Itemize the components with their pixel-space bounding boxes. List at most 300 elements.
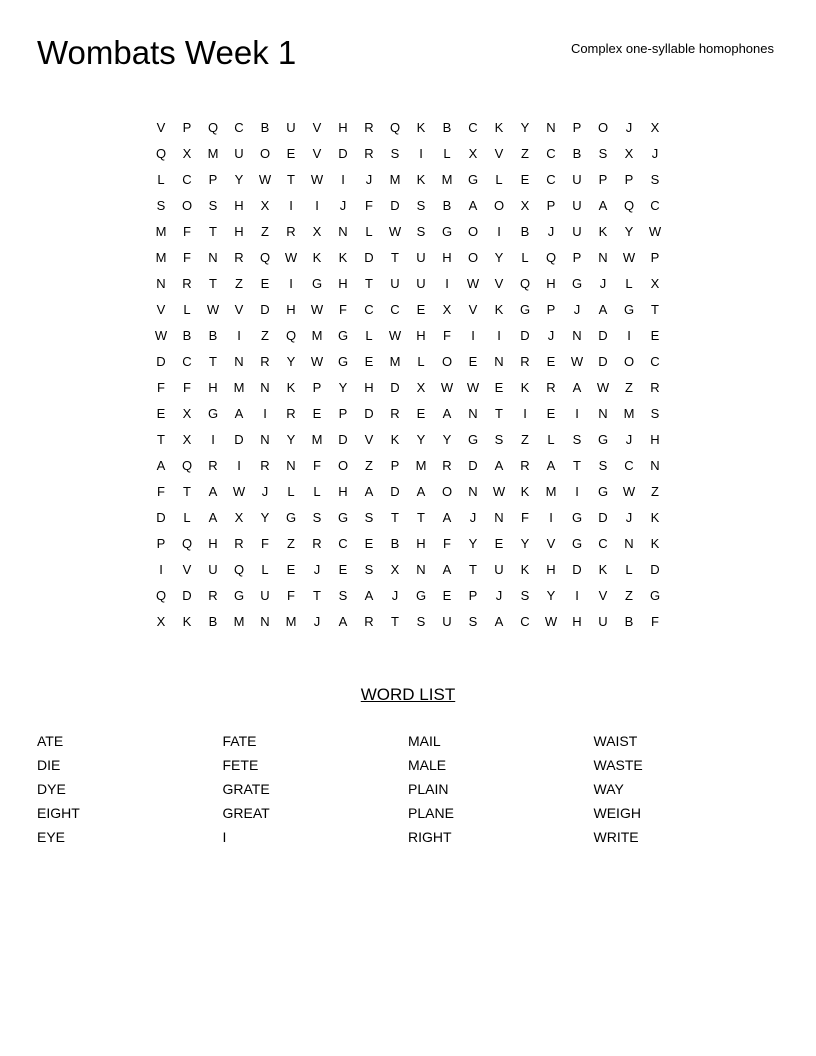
word-list-item: PLAIN xyxy=(408,781,449,797)
grid-letter: C xyxy=(598,536,608,551)
grid-letter: Q xyxy=(233,562,245,577)
grid-letter: Z xyxy=(261,224,269,239)
grid-letter: W xyxy=(310,302,324,317)
grid-letter: V xyxy=(312,120,322,135)
grid-letter: Z xyxy=(651,484,659,499)
grid-letter: A xyxy=(156,458,166,473)
grid-letter: C xyxy=(390,302,400,317)
grid-letter: M xyxy=(545,484,557,499)
grid-letter: T xyxy=(391,250,399,265)
grid-letter: M xyxy=(441,172,453,187)
grid-letter: H xyxy=(416,328,426,343)
grid-letter: B xyxy=(260,120,270,135)
grid-letter: V xyxy=(364,432,374,447)
word-list-item: WRITE xyxy=(593,829,639,845)
grid-letter: Q xyxy=(285,328,297,343)
grid-letter: Q xyxy=(181,536,193,551)
grid-letter: C xyxy=(650,198,660,213)
grid-letter: E xyxy=(286,146,296,161)
grid-letter: F xyxy=(365,198,373,213)
grid-letter: Y xyxy=(520,120,530,135)
grid-letter: T xyxy=(417,510,425,525)
grid-letter: S xyxy=(650,406,660,421)
grid-letter: Q xyxy=(519,276,531,291)
grid-letter: R xyxy=(364,614,374,629)
grid-letter: U xyxy=(442,614,452,629)
grid-letter: X xyxy=(416,380,426,395)
grid-letter: N xyxy=(598,250,608,265)
grid-letter: P xyxy=(338,406,348,421)
grid-letter: F xyxy=(339,302,347,317)
grid-letter: W xyxy=(388,328,402,343)
grid-letter: Q xyxy=(207,120,219,135)
grid-letter: Z xyxy=(365,458,373,473)
grid-letter: M xyxy=(415,458,427,473)
grid-letter: W xyxy=(570,354,584,369)
grid-letter: A xyxy=(208,484,218,499)
grid-letter: G xyxy=(519,302,531,317)
grid-letter: K xyxy=(598,224,608,239)
grid-letter: J xyxy=(573,302,581,317)
grid-letter: Q xyxy=(259,250,271,265)
grid-letter: P xyxy=(650,250,660,265)
grid-letter: H xyxy=(572,614,582,629)
grid-letter: X xyxy=(520,198,530,213)
grid-letter: T xyxy=(183,484,191,499)
grid-letter: A xyxy=(546,458,556,473)
grid-letter: K xyxy=(650,536,660,551)
word-list-item: I xyxy=(222,829,227,845)
grid-letter: J xyxy=(625,120,633,135)
grid-letter: C xyxy=(650,354,660,369)
grid-letter: W xyxy=(310,354,324,369)
grid-letter: E xyxy=(338,562,348,577)
grid-letter: X xyxy=(390,562,400,577)
grid-letter: M xyxy=(155,250,167,265)
grid-letter: S xyxy=(572,432,582,447)
grid-letter: M xyxy=(233,380,245,395)
grid-letter: K xyxy=(390,432,400,447)
grid-letter: E xyxy=(468,354,478,369)
grid-letter: R xyxy=(208,588,218,603)
grid-letter: M xyxy=(207,146,219,161)
grid-letter: E xyxy=(260,276,270,291)
grid-letter: U xyxy=(286,120,296,135)
grid-letter: M xyxy=(389,172,401,187)
grid-letter: R xyxy=(234,536,244,551)
grid-letter: P xyxy=(390,458,400,473)
grid-letter: A xyxy=(572,380,582,395)
grid-letter: N xyxy=(260,380,270,395)
grid-letter: G xyxy=(571,510,583,525)
grid-letter: H xyxy=(546,562,556,577)
grid-letter: V xyxy=(156,302,166,317)
grid-letter: O xyxy=(467,250,479,265)
grid-letter: V xyxy=(468,302,478,317)
grid-letter: G xyxy=(285,510,297,525)
grid-letter: G xyxy=(467,432,479,447)
grid-letter: R xyxy=(260,458,270,473)
grid-letter: J xyxy=(495,588,503,603)
grid-letter: J xyxy=(313,562,321,577)
grid-letter: L xyxy=(443,146,451,161)
grid-letter: A xyxy=(364,484,374,499)
grid-letter: B xyxy=(208,328,218,343)
grid-letter: K xyxy=(520,562,530,577)
grid-letter: M xyxy=(623,406,635,421)
grid-letter: G xyxy=(311,276,323,291)
grid-letter: K xyxy=(312,250,322,265)
grid-letter: T xyxy=(209,276,217,291)
grid-letter: D xyxy=(390,198,400,213)
grid-letter: R xyxy=(520,354,530,369)
grid-letter: I xyxy=(315,198,319,213)
grid-letter: B xyxy=(208,614,218,629)
grid-letter: D xyxy=(364,406,374,421)
grid-letter: D xyxy=(156,354,166,369)
grid-letter: G xyxy=(337,510,349,525)
grid-letter: S xyxy=(650,172,660,187)
grid-letter: N xyxy=(624,536,634,551)
grid-letter: N xyxy=(650,458,660,473)
grid-letter: Z xyxy=(625,588,633,603)
grid-letter: P xyxy=(182,120,192,135)
grid-letter: H xyxy=(208,536,218,551)
grid-letter: I xyxy=(471,328,475,343)
grid-letter: D xyxy=(468,458,478,473)
grid-letter: Y xyxy=(494,250,504,265)
grid-letter: D xyxy=(390,484,400,499)
grid-letter: F xyxy=(443,328,451,343)
grid-letter: F xyxy=(313,458,321,473)
grid-letter: L xyxy=(365,328,373,343)
grid-letter: E xyxy=(364,354,374,369)
grid-letter: K xyxy=(286,380,296,395)
grid-letter: B xyxy=(572,146,582,161)
grid-letter: M xyxy=(389,354,401,369)
grid-letter: S xyxy=(312,510,322,525)
grid-letter: A xyxy=(338,614,348,629)
grid-letter: E xyxy=(416,406,426,421)
word-list-heading: WORD LIST xyxy=(360,685,456,704)
grid-letter: O xyxy=(441,354,453,369)
grid-letter: T xyxy=(157,432,165,447)
grid-letter: C xyxy=(182,172,192,187)
grid-letter: Y xyxy=(286,354,296,369)
grid-letter: Q xyxy=(181,458,193,473)
grid-letter: S xyxy=(416,614,426,629)
grid-letter: X xyxy=(156,614,166,629)
grid-letter: W xyxy=(388,224,402,239)
grid-letter: X xyxy=(182,406,192,421)
grid-letter: I xyxy=(419,146,423,161)
grid-letter: O xyxy=(259,146,271,161)
grid-letter: R xyxy=(442,458,452,473)
grid-letter: E xyxy=(364,536,374,551)
grid-letter: X xyxy=(182,146,192,161)
grid-letter: Y xyxy=(416,432,426,447)
grid-letter: T xyxy=(651,302,659,317)
grid-letter: S xyxy=(364,510,374,525)
grid-letter: Y xyxy=(624,224,634,239)
grid-letter: N xyxy=(494,354,504,369)
grid-letter: G xyxy=(571,276,583,291)
grid-letter: A xyxy=(468,198,478,213)
grid-letter: F xyxy=(157,380,165,395)
grid-letter: Y xyxy=(442,432,452,447)
grid-letter: K xyxy=(650,510,660,525)
grid-letter: S xyxy=(364,562,374,577)
grid-letter: K xyxy=(520,380,530,395)
grid-letter: I xyxy=(575,484,579,499)
grid-letter: L xyxy=(365,224,373,239)
grid-letter: Z xyxy=(261,328,269,343)
grid-letter: H xyxy=(546,276,556,291)
word-list-item: ATE xyxy=(37,733,64,749)
grid-letter: I xyxy=(159,562,163,577)
grid-letter: S xyxy=(208,198,218,213)
grid-letter: W xyxy=(466,276,480,291)
grid-letter: J xyxy=(365,172,373,187)
grid-letter: P xyxy=(624,172,634,187)
page-subtitle: Complex one-syllable homophones xyxy=(570,41,774,56)
grid-letter: P xyxy=(572,120,582,135)
grid-letter: R xyxy=(182,276,192,291)
word-list-item: RIGHT xyxy=(408,829,452,845)
grid-letter: W xyxy=(622,484,636,499)
grid-letter: J xyxy=(547,328,555,343)
grid-letter: G xyxy=(467,172,479,187)
grid-letter: R xyxy=(286,406,296,421)
grid-letter: D xyxy=(598,354,608,369)
grid-letter: D xyxy=(260,302,270,317)
grid-letter: T xyxy=(391,614,399,629)
grid-letter: Q xyxy=(389,120,401,135)
grid-letter: Z xyxy=(625,380,633,395)
grid-letter: A xyxy=(442,406,452,421)
grid-letter: B xyxy=(624,614,634,629)
grid-letter: Y xyxy=(468,536,478,551)
grid-letter: I xyxy=(627,328,631,343)
grid-letter: G xyxy=(597,484,609,499)
grid-letter: X xyxy=(624,146,634,161)
grid-letter: L xyxy=(261,562,269,577)
grid-letter: H xyxy=(338,484,348,499)
grid-letter: W xyxy=(258,172,272,187)
word-list-item: MALE xyxy=(408,757,447,773)
grid-letter: E xyxy=(520,172,530,187)
grid-letter: I xyxy=(575,588,579,603)
grid-letter: J xyxy=(625,432,633,447)
grid-letter: U xyxy=(234,146,244,161)
grid-letter: Q xyxy=(545,250,557,265)
grid-letter: A xyxy=(494,614,504,629)
word-list-item: PLANE xyxy=(408,805,454,821)
grid-letter: Y xyxy=(286,432,296,447)
grid-letter: V xyxy=(312,146,322,161)
grid-letter: K xyxy=(520,484,530,499)
grid-letter: W xyxy=(648,224,662,239)
grid-letter: R xyxy=(364,120,374,135)
grid-letter: C xyxy=(624,458,634,473)
grid-letter: F xyxy=(183,250,191,265)
grid-letter: J xyxy=(651,146,659,161)
grid-letter: P xyxy=(156,536,166,551)
grid-letter: C xyxy=(234,120,244,135)
grid-letter: T xyxy=(495,406,503,421)
grid-letter: N xyxy=(338,224,348,239)
grid-letter: C xyxy=(468,120,478,135)
grid-letter: P xyxy=(546,198,556,213)
word-list-item: WAIST xyxy=(593,733,638,749)
grid-letter: Y xyxy=(520,536,530,551)
grid-letter: P xyxy=(598,172,608,187)
grid-letter: U xyxy=(494,562,504,577)
grid-letter: H xyxy=(364,380,374,395)
grid-letter: S xyxy=(598,146,608,161)
grid-letter: R xyxy=(520,458,530,473)
grid-letter: Z xyxy=(521,146,529,161)
grid-letter: R xyxy=(650,380,660,395)
grid-letter: W xyxy=(154,328,168,343)
grid-letter: H xyxy=(442,250,452,265)
grid-letter: R xyxy=(312,536,322,551)
grid-letter: L xyxy=(183,510,191,525)
word-search-grid xyxy=(148,115,668,635)
grid-letter: E xyxy=(546,406,556,421)
grid-letter: C xyxy=(182,354,192,369)
grid-letter: V xyxy=(156,120,166,135)
grid-letter: I xyxy=(263,406,267,421)
grid-letter: M xyxy=(285,614,297,629)
grid-letter: R xyxy=(286,224,296,239)
grid-letter: S xyxy=(416,224,426,239)
grid-letter: P xyxy=(208,172,218,187)
grid-letter: U xyxy=(572,224,582,239)
grid-letter: C xyxy=(546,146,556,161)
grid-letter: M xyxy=(311,432,323,447)
grid-letter: F xyxy=(261,536,269,551)
grid-letter: J xyxy=(391,588,399,603)
grid-letter: L xyxy=(313,484,321,499)
word-list-item: EYE xyxy=(37,829,66,845)
word-list-item: FETE xyxy=(222,757,259,773)
grid-letter: K xyxy=(416,172,426,187)
grid-letter: X xyxy=(442,302,452,317)
grid-letter: U xyxy=(572,172,582,187)
grid-letter: M xyxy=(155,224,167,239)
grid-letter: S xyxy=(520,588,530,603)
grid-letter: L xyxy=(495,172,503,187)
page-title: Wombats Week 1 xyxy=(37,34,297,71)
grid-letter: I xyxy=(211,432,215,447)
grid-letter: E xyxy=(546,354,556,369)
grid-letter: Z xyxy=(521,432,529,447)
grid-letter: W xyxy=(310,172,324,187)
grid-letter: F xyxy=(157,484,165,499)
grid-letter: J xyxy=(469,510,477,525)
grid-letter: R xyxy=(234,250,244,265)
grid-letter: W xyxy=(232,484,246,499)
grid-letter: F xyxy=(443,536,451,551)
grid-letter: D xyxy=(182,588,192,603)
grid-letter: S xyxy=(494,432,504,447)
grid-letter: C xyxy=(338,536,348,551)
grid-letter: A xyxy=(234,406,244,421)
grid-letter: L xyxy=(157,172,165,187)
grid-letter: G xyxy=(649,588,661,603)
grid-letter: I xyxy=(237,328,241,343)
grid-letter: H xyxy=(286,302,296,317)
grid-letter: D xyxy=(364,250,374,265)
grid-letter: I xyxy=(497,224,501,239)
grid-letter: W xyxy=(544,614,558,629)
grid-letter: E xyxy=(156,406,166,421)
grid-letter: W xyxy=(440,380,454,395)
word-list-item: GREAT xyxy=(222,805,270,821)
grid-letter: S xyxy=(338,588,348,603)
grid-letter: Z xyxy=(287,536,295,551)
grid-letter: L xyxy=(625,276,633,291)
grid-letter: A xyxy=(416,484,426,499)
grid-letter: N xyxy=(260,432,270,447)
grid-letter: Q xyxy=(155,146,167,161)
grid-letter: L xyxy=(287,484,295,499)
grid-letter: V xyxy=(234,302,244,317)
grid-letter: F xyxy=(287,588,295,603)
grid-letter: B xyxy=(520,224,530,239)
grid-letter: E xyxy=(286,562,296,577)
grid-letter: U xyxy=(390,276,400,291)
grid-letter: V xyxy=(494,276,504,291)
grid-letter: E xyxy=(494,536,504,551)
grid-letter: M xyxy=(311,328,323,343)
grid-letter: L xyxy=(547,432,555,447)
grid-letter: C xyxy=(364,302,374,317)
grid-letter: X xyxy=(468,146,478,161)
grid-letter: T xyxy=(391,510,399,525)
grid-letter: H xyxy=(416,536,426,551)
word-list-item: WASTE xyxy=(593,757,643,773)
grid-letter: W xyxy=(206,302,220,317)
word-list-item: MAIL xyxy=(408,733,441,749)
grid-letter: I xyxy=(289,276,293,291)
grid-letter: T xyxy=(209,224,217,239)
grid-letter: N xyxy=(234,354,244,369)
grid-letter: S xyxy=(156,198,166,213)
grid-letter: H xyxy=(234,224,244,239)
grid-letter: W xyxy=(622,250,636,265)
grid-letter: H xyxy=(208,380,218,395)
grid-letter: A xyxy=(442,562,452,577)
grid-letter: N xyxy=(494,510,504,525)
grid-letter: H xyxy=(650,432,660,447)
grid-letter: G xyxy=(571,536,583,551)
grid-letter: D xyxy=(520,328,530,343)
grid-letter: Q xyxy=(155,588,167,603)
word-list-item: DIE xyxy=(37,757,61,773)
grid-letter: O xyxy=(337,458,349,473)
grid-letter: J xyxy=(261,484,269,499)
grid-letter: T xyxy=(209,354,217,369)
grid-letter: G xyxy=(597,432,609,447)
grid-letter: W xyxy=(596,380,610,395)
grid-letter: F xyxy=(183,380,191,395)
grid-letter: V xyxy=(598,588,608,603)
grid-letter: B xyxy=(442,120,452,135)
grid-letter: O xyxy=(467,224,479,239)
grid-letter: R xyxy=(390,406,400,421)
